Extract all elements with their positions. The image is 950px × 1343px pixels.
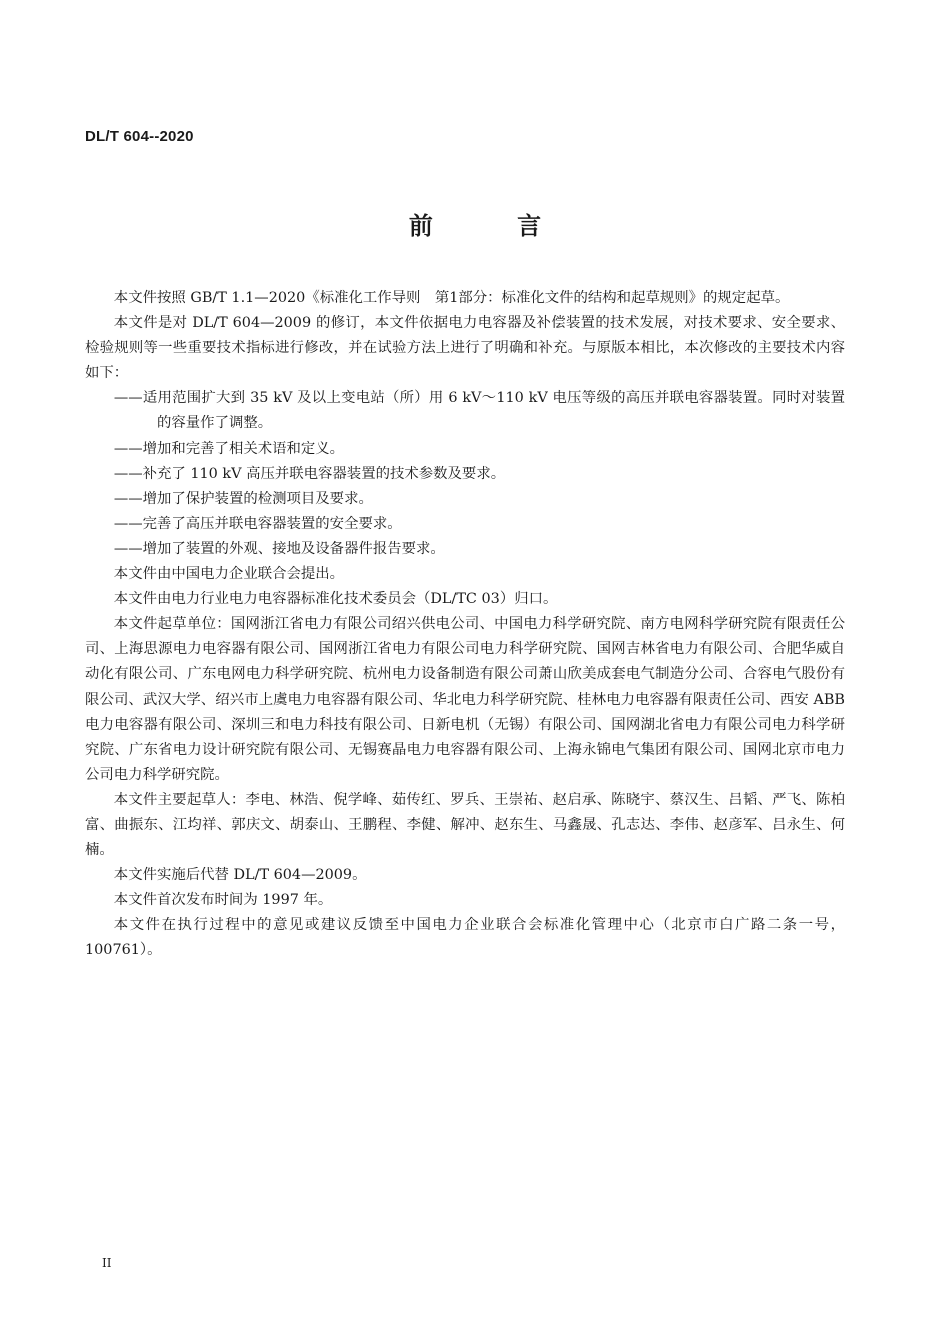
paragraph-feedback: 本文件在执行过程中的意见或建议反馈至中国电力企业联合会标准化管理中心（北京市白广路二条一号，100761）。 [85, 917, 845, 959]
paragraph-replaces: 本文件实施后代替 DL/T 604—2009。 [113, 867, 367, 884]
paragraph-revision-summary: 本文件是对 DL/T 604—2009 的修订，本文件依据电力电容器及补偿装置的技术发展，对技术要求、安全要求、检验规则等一些重要技术指标进行修改，并在试验方法上进行了明确和补充。与原版本相比，本次修改的主要技术内容如下： [85, 315, 845, 382]
paragraph-first-release: 本文件首次发布时间为 1997 年。 [113, 892, 333, 909]
paragraph-drafting-units: 本文件起草单位：国网浙江省电力有限公司绍兴供电公司、中国电力科学研究院、南方电网科学研究院有限责任公司、上海思源电力电容器有限公司、国网浙江省电力有限公司电力科学研究院、国网吉林省电力有限公司、合肥华威自动化有限公司、广东电网电力科学研究院、杭州电力设备制造有限公司萧山欣美成套电气制造分公司、合容电气股份有限公司、武汉大学、绍兴市上虞电力电容器有限公司、华北电力科学研究院、桂林电力电容器有限责任公司、西安 ABB 电力电容器有限公司、深圳三和电力科技有限公司、日新电机（无锡）有限公司、国网湖北省电力有限公司电力科学研究院、广东省电力设计研究院有限公司、无锡赛晶电力电容器有限公司、上海永锦电气集团有限公司、国网北京市电力公司电力科学研究院。 [85, 616, 845, 783]
change-item-scope: ——适用范围扩大到 35 kV 及以上变电站（所）用 6 kV～110 kV 电压等级的高压并联电容器装置。同时对装置的容量作了调整。 [113, 390, 845, 432]
page-number: II [102, 1256, 112, 1270]
change-item-terms: ——增加和完善了相关术语和定义。 [113, 440, 345, 457]
paragraph-committee: 本文件由电力行业电力电容器标准化技术委员会（DL/TC 03）归口。 [113, 591, 558, 608]
foreword-body [85, 286, 845, 964]
change-item-safety: ——完善了高压并联电容器装置的安全要求。 [113, 515, 402, 532]
paragraph-proposer: 本文件由中国电力企业联合会提出。 [113, 566, 345, 583]
change-item-protection: ——增加了保护装置的检测项目及要求。 [113, 490, 373, 507]
document-code-header: DL/T 604--2020 [85, 128, 194, 145]
change-item-110kv: ——补充了 110 kV 高压并联电容器装置的技术参数及要求。 [113, 465, 506, 482]
paragraph-drafters: 本文件主要起草人：李电、林浩、倪学峰、茹传红、罗兵、王崇祐、赵启承、陈晓宇、蔡汉生、吕韬、严飞、陈柏富、曲振东、江均祥、郭庆文、胡泰山、王鹏程、李健、解冲、赵东生、马鑫晟、孔志达、李伟、赵彦军、吕永生、何楠。 [85, 791, 845, 859]
change-item-appearance: ——增加了装置的外观、接地及设备器件报告要求。 [113, 540, 445, 557]
page-title: 前 言 [408, 212, 580, 240]
paragraph-drafting-basis: 本文件按照 GB/T 1.1—2020《标准化工作导则 第1部分：标准化文件的结构和起草规则》的规定起草。 [113, 290, 790, 306]
